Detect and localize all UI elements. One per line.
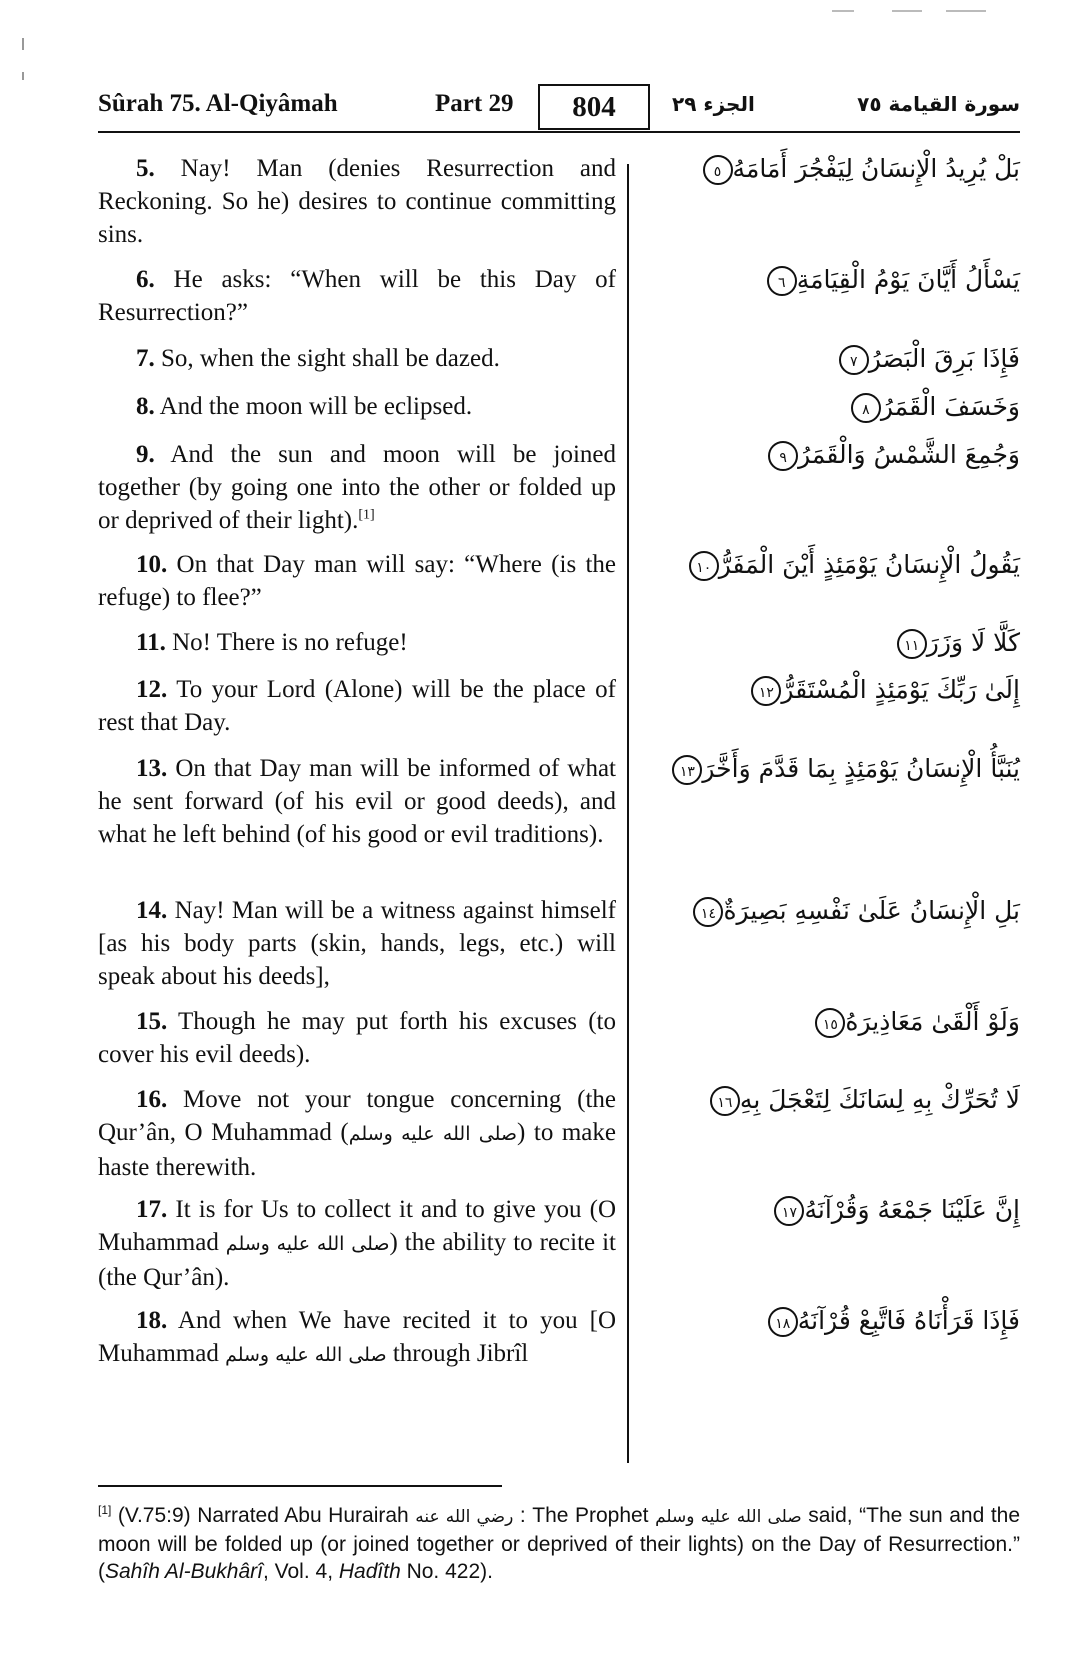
- verse-number: 12.: [136, 676, 168, 703]
- salawat-inline: صلى الله عليه وسلم: [225, 1233, 390, 1255]
- ayah-number-marker: ٥: [703, 155, 733, 185]
- verse-number: 9.: [136, 441, 155, 468]
- ayah-number-marker: ٦: [767, 266, 797, 296]
- radi-inline: رضي الله عنه: [415, 1507, 514, 1527]
- verse-text: No! There is no refuge!: [172, 629, 408, 656]
- scan-tick: [22, 38, 24, 50]
- verse-number: 6.: [136, 266, 155, 293]
- verse-arabic: وَجُمِعَ الشَّمْسُ وَالْقَمَرُ٩: [762, 440, 1020, 471]
- verse-text: And the sun and moon will be joined together (by going one into the other or folded up or deprived of their light).: [98, 441, 616, 534]
- source-title: Sahîh Al-Bukhârî: [105, 1560, 263, 1583]
- verse-translation: [98, 263, 616, 329]
- verse-translation: [98, 342, 616, 375]
- verse-number: 17.: [136, 1196, 168, 1223]
- ayah-number-marker: ١٥: [815, 1008, 845, 1038]
- verse-text: On that Day man will say: “Where (is the refuge) to flee?”: [98, 551, 617, 611]
- column-divider: [627, 164, 629, 1463]
- verse-text: Nay! Man will be a witness against himself [as his body parts (skin, hands, legs, etc.) will speak about his deeds],: [98, 897, 617, 990]
- footnote-marker: [1]: [358, 507, 375, 523]
- page-number-box: [538, 84, 650, 130]
- verse-number: 11.: [136, 629, 166, 656]
- verse-arabic: فَإِذَا قَرَأْنَاهُ فَاتَّبِعْ قُرْآنَهُ١٨: [762, 1306, 1020, 1337]
- verse-number: 13.: [136, 755, 168, 782]
- verse-translation: [98, 894, 616, 993]
- verse-text: Though he may put forth his excuses (to cover his evil deeds).: [98, 1008, 616, 1068]
- verse-translation: 18. And when We have recited it to you [O Muhammad صلى الله عليه وسلم through Jibrîl: [98, 1307, 617, 1367]
- surah-title-ar: سورة القيامة ٧٥: [857, 92, 1020, 116]
- verse-arabic: فَإِذَا بَرِقَ الْبَصَرُ٧: [833, 344, 1020, 375]
- verse-arabic: وَخَسَفَ الْقَمَرُ٨: [845, 392, 1020, 423]
- verse-translation: [98, 673, 616, 739]
- ayah-number-marker: ١٠: [689, 551, 719, 581]
- verse-translation: [98, 752, 616, 851]
- verse-arabic: كَلَّا لَا وَزَرَ١١: [891, 628, 1020, 659]
- verse-text: On that Day man will be informed of what he sent forward (of his evil or good deeds), and what he left behind (of his good or evil traditions).: [98, 755, 616, 848]
- verse-arabic: يَقُولُ الْإِنسَانُ يَوْمَئِذٍ أَيْنَ الْمَفَرُّ١٠: [683, 550, 1020, 581]
- verse-text: He asks: “When will be this Day of Resurrection?”: [98, 266, 616, 326]
- verse-translation: [98, 1005, 616, 1071]
- verse-number: 15.: [136, 1008, 168, 1035]
- verse-arabic: يُنَبَّأُ الْإِنسَانُ يَوْمَئِذٍ بِمَا قَدَّمَ وَأَخَّرَ١٣: [666, 754, 1020, 785]
- verse-number: 5.: [136, 155, 155, 182]
- verse-translation: [98, 548, 616, 614]
- ayah-number-marker: ١٣: [672, 755, 702, 785]
- verse-number: 14.: [136, 897, 168, 924]
- salawat-inline: صلى الله عليه وسلم: [655, 1507, 802, 1527]
- verse-arabic: يَسْأَلُ أَيَّانَ يَوْمُ الْقِيَامَةِ٦: [761, 265, 1020, 296]
- verse-text: Nay! Man (denies Resurrection and Reckoning. So he) desires to continue committing sins.: [98, 155, 617, 248]
- verse-translation: [98, 626, 616, 659]
- footnote-rule: [98, 1485, 502, 1487]
- ayah-number-marker: ١٤: [693, 897, 723, 927]
- verse-translation: [98, 152, 616, 251]
- verse-text: And the moon will be eclipsed.: [159, 393, 473, 420]
- scan-edge-marks: [0, 0, 1088, 40]
- verse-arabic: وَلَوْ أَلْقَىٰ مَعَاذِيرَهُ١٥: [809, 1007, 1020, 1038]
- ayah-number-marker: ١٢: [751, 676, 781, 706]
- ayah-number-marker: ١٧: [774, 1196, 804, 1226]
- verse-translation: [98, 438, 616, 537]
- verse-number: 7.: [136, 345, 155, 372]
- scan-tick: [22, 72, 24, 80]
- ayah-number-marker: ١١: [897, 629, 927, 659]
- ayah-number-marker: ٧: [839, 345, 869, 375]
- ayah-number-marker: ٩: [768, 441, 798, 471]
- verse-translation: 17. It is for Us to collect it and to give you (O Muhammad صلى الله عليه وسلم) the ability to recite it (the Qur’ân).: [98, 1196, 616, 1291]
- footnote: [1] (V.75:9) Narrated Abu Hurairah رضي الله عنه : The Prophet صلى الله عليه وسلم said, “The sun and the moon will be folded up (or joined together or deprived of their lights) on the Day of Resurrection.” (Sahîh Al-Bukhârî, Vol. 4, Hadîth No. 422).: [98, 1503, 1021, 1583]
- header-rule: [98, 131, 1020, 133]
- ayah-number-marker: ١٨: [768, 1307, 798, 1337]
- verse-text: To your Lord (Alone) will be the place of rest that Day.: [98, 676, 616, 736]
- part-label-ar: الجزء ٢٩: [672, 92, 755, 116]
- hadith-label: Hadîth: [338, 1560, 401, 1583]
- ayah-number-marker: ١٦: [710, 1086, 740, 1116]
- verse-arabic: إِلَىٰ رَبِّكَ يَوْمَئِذٍ الْمُسْتَقَرُّ١٢: [745, 675, 1020, 706]
- part-label-en: Part 29: [435, 90, 514, 117]
- salawat-inline: صلى الله عليه وسلم: [225, 1344, 387, 1366]
- verse-translation: [98, 390, 616, 423]
- verse-number: 10.: [136, 551, 168, 578]
- page-header: [98, 84, 1020, 132]
- footnote-ref: [1]: [98, 1503, 112, 1517]
- salawat-inline: صلى الله عليه وسلم: [348, 1123, 518, 1145]
- verse-text: So, when the sight shall be dazed.: [161, 345, 500, 372]
- page-number: 804: [572, 91, 616, 123]
- ayah-number-marker: ٨: [851, 393, 881, 423]
- verse-number: 18.: [136, 1307, 168, 1334]
- verse-number: 16.: [136, 1086, 168, 1113]
- verse-translation: 16. Move not your tongue concerning (the Qur’ân, O Muhammad (صلى الله عليه وسلم) to make haste therewith.: [98, 1086, 616, 1181]
- verse-arabic: لَا تُحَرِّكْ بِهِ لِسَانَكَ لِتَعْجَلَ بِهِ١٦: [704, 1085, 1020, 1116]
- surah-title-en: Sûrah 75. Al-Qiyâmah: [98, 90, 338, 117]
- verse-arabic: إِنَّ عَلَيْنَا جَمْعَهُ وَقُرْآنَهُ١٧: [768, 1195, 1020, 1226]
- verse-arabic: بَلِ الْإِنسَانُ عَلَىٰ نَفْسِهِ بَصِيرَةٌ١٤: [687, 896, 1020, 927]
- verse-number: 8.: [136, 393, 155, 420]
- verse-arabic: بَلْ يُرِيدُ الْإِنسَانُ لِيَفْجُرَ أَمَامَهُ٥: [697, 154, 1020, 185]
